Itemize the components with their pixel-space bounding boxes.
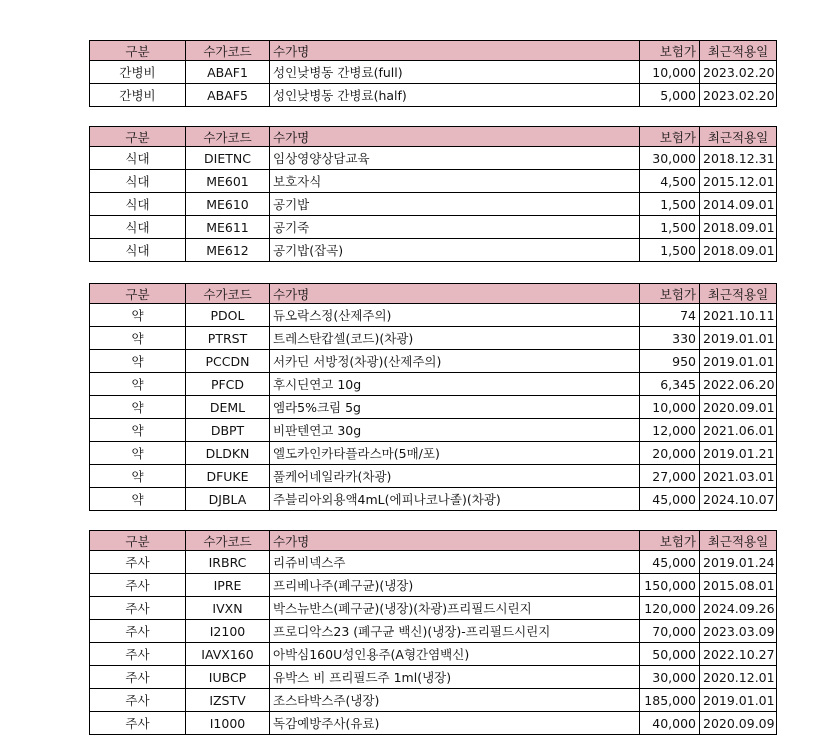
cell-category: 식대 <box>90 239 186 262</box>
cell-price: 30,000 <box>640 666 700 689</box>
table-row <box>90 488 777 511</box>
cell-price: 45,000 <box>640 488 700 511</box>
header-code: 수가코드 <box>186 531 270 551</box>
table-row <box>90 61 777 84</box>
cell-code: DJBLA <box>186 488 270 511</box>
cell-date: 2020.09.09 <box>700 712 777 735</box>
cell-price: 950 <box>640 350 700 373</box>
cell-name: 주블리아외용액4mL(에피나코나졸)(차광) <box>270 488 640 511</box>
header-category: 구분 <box>90 41 186 61</box>
cell-category: 주사 <box>90 620 186 643</box>
cell-date: 2020.09.01 <box>700 396 777 419</box>
cell-code: ABAF5 <box>186 84 270 107</box>
table-header-row <box>90 127 777 147</box>
header-date: 최근적용일 <box>700 127 777 147</box>
header-category: 구분 <box>90 531 186 551</box>
cell-name: 공기죽 <box>270 216 640 239</box>
table-row <box>90 193 777 216</box>
cell-code: PFCD <box>186 373 270 396</box>
cell-price: 12,000 <box>640 419 700 442</box>
cell-date: 2023.03.09 <box>700 620 777 643</box>
cell-date: 2018.09.01 <box>700 216 777 239</box>
cell-price: 30,000 <box>640 147 700 170</box>
table-header-row <box>90 284 777 304</box>
cell-category: 약 <box>90 304 186 327</box>
header-code: 수가코드 <box>186 284 270 304</box>
cell-date: 2021.10.11 <box>700 304 777 327</box>
cell-price: 45,000 <box>640 551 700 574</box>
cell-category: 식대 <box>90 170 186 193</box>
cell-name: 후시딘연고 10g <box>270 373 640 396</box>
cell-code: ME611 <box>186 216 270 239</box>
header-code: 수가코드 <box>186 41 270 61</box>
cell-name: 성인낮병동 간병료(full) <box>270 61 640 84</box>
cell-category: 간병비 <box>90 61 186 84</box>
cell-category: 주사 <box>90 689 186 712</box>
cell-code: DFUKE <box>186 465 270 488</box>
cell-name: 프리베나주(폐구균)(냉장) <box>270 574 640 597</box>
cell-name: 박스뉴반스(폐구균)(냉장)(차광)프리필드시린지 <box>270 597 640 620</box>
table-row <box>90 350 777 373</box>
cell-price: 185,000 <box>640 689 700 712</box>
cell-price: 27,000 <box>640 465 700 488</box>
cell-name: 엘도카인카타플라스마(5매/포) <box>270 442 640 465</box>
table-row <box>90 465 777 488</box>
table-row <box>90 712 777 735</box>
header-date: 최근적용일 <box>700 41 777 61</box>
cell-name: 트레스탄캅셀(코드)(차광) <box>270 327 640 350</box>
cell-name: 풀케어네일라카(차광) <box>270 465 640 488</box>
cell-price: 74 <box>640 304 700 327</box>
table-row <box>90 620 777 643</box>
cell-date: 2023.02.20 <box>700 61 777 84</box>
cell-code: PCCDN <box>186 350 270 373</box>
cell-date: 2019.01.01 <box>700 689 777 712</box>
header-name: 수가명 <box>270 41 640 61</box>
table-row <box>90 666 777 689</box>
cell-price: 50,000 <box>640 643 700 666</box>
cell-name: 조스타박스주(냉장) <box>270 689 640 712</box>
cell-price: 10,000 <box>640 396 700 419</box>
cell-code: IPRE <box>186 574 270 597</box>
fee-table-caregiving <box>89 40 777 107</box>
cell-category: 약 <box>90 350 186 373</box>
header-name: 수가명 <box>270 531 640 551</box>
cell-category: 약 <box>90 442 186 465</box>
table-row <box>90 373 777 396</box>
cell-name: 공기밥(잡곡) <box>270 239 640 262</box>
cell-price: 10,000 <box>640 61 700 84</box>
header-code: 수가코드 <box>186 127 270 147</box>
cell-date: 2018.09.01 <box>700 239 777 262</box>
cell-price: 6,345 <box>640 373 700 396</box>
cell-category: 주사 <box>90 643 186 666</box>
cell-price: 1,500 <box>640 216 700 239</box>
cell-date: 2014.09.01 <box>700 193 777 216</box>
cell-name: 듀오락스정(산제주의) <box>270 304 640 327</box>
header-date: 최근적용일 <box>700 531 777 551</box>
cell-date: 2021.03.01 <box>700 465 777 488</box>
cell-name: 프로디악스23 (폐구균 백신)(냉장)-프리필드시린지 <box>270 620 640 643</box>
cell-category: 약 <box>90 327 186 350</box>
cell-code: ME601 <box>186 170 270 193</box>
cell-name: 성인낮병동 간병료(half) <box>270 84 640 107</box>
table-header-row <box>90 531 777 551</box>
cell-category: 주사 <box>90 666 186 689</box>
cell-price: 4,500 <box>640 170 700 193</box>
cell-category: 간병비 <box>90 84 186 107</box>
cell-code: ME612 <box>186 239 270 262</box>
table-header-row <box>90 41 777 61</box>
cell-name: 보호자식 <box>270 170 640 193</box>
header-date: 최근적용일 <box>700 284 777 304</box>
cell-date: 2015.12.01 <box>700 170 777 193</box>
cell-category: 약 <box>90 419 186 442</box>
cell-date: 2019.01.24 <box>700 551 777 574</box>
table-row <box>90 327 777 350</box>
cell-code: ME610 <box>186 193 270 216</box>
table-row <box>90 442 777 465</box>
cell-price: 120,000 <box>640 597 700 620</box>
cell-date: 2021.06.01 <box>700 419 777 442</box>
cell-price: 40,000 <box>640 712 700 735</box>
cell-price: 5,000 <box>640 84 700 107</box>
cell-price: 70,000 <box>640 620 700 643</box>
cell-date: 2019.01.01 <box>700 350 777 373</box>
cell-name: 임상영양상담교육 <box>270 147 640 170</box>
header-price: 보험가 <box>640 531 700 551</box>
cell-name: 아박심160U성인용주(A형간염백신) <box>270 643 640 666</box>
cell-code: IRBRC <box>186 551 270 574</box>
cell-price: 330 <box>640 327 700 350</box>
cell-category: 식대 <box>90 147 186 170</box>
cell-name: 비판텐연고 30g <box>270 419 640 442</box>
cell-code: IVXN <box>186 597 270 620</box>
cell-code: PTRST <box>186 327 270 350</box>
cell-code: DLDKN <box>186 442 270 465</box>
cell-date: 2020.12.01 <box>700 666 777 689</box>
cell-code: ABAF1 <box>186 61 270 84</box>
table-row <box>90 84 777 107</box>
cell-name: 유박스 비 프리필드주 1ml(냉장) <box>270 666 640 689</box>
cell-category: 약 <box>90 373 186 396</box>
cell-category: 주사 <box>90 574 186 597</box>
cell-date: 2022.10.27 <box>700 643 777 666</box>
header-name: 수가명 <box>270 127 640 147</box>
table-row <box>90 396 777 419</box>
header-price: 보험가 <box>640 127 700 147</box>
header-name: 수가명 <box>270 284 640 304</box>
cell-price: 20,000 <box>640 442 700 465</box>
table-row <box>90 689 777 712</box>
cell-code: IZSTV <box>186 689 270 712</box>
cell-name: 리쥬비넥스주 <box>270 551 640 574</box>
cell-category: 약 <box>90 465 186 488</box>
table-row <box>90 597 777 620</box>
cell-date: 2019.01.01 <box>700 327 777 350</box>
table-row <box>90 643 777 666</box>
cell-code: DIETNC <box>186 147 270 170</box>
cell-code: IAVX160 <box>186 643 270 666</box>
cell-category: 식대 <box>90 193 186 216</box>
cell-name: 엠라5%크림 5g <box>270 396 640 419</box>
cell-date: 2024.10.07 <box>700 488 777 511</box>
cell-date: 2022.06.20 <box>700 373 777 396</box>
cell-category: 약 <box>90 488 186 511</box>
cell-date: 2015.08.01 <box>700 574 777 597</box>
cell-code: IUBCP <box>186 666 270 689</box>
table-row <box>90 170 777 193</box>
table-row <box>90 574 777 597</box>
fee-table-meals <box>89 126 777 262</box>
header-price: 보험가 <box>640 284 700 304</box>
cell-category: 주사 <box>90 551 186 574</box>
cell-date: 2024.09.26 <box>700 597 777 620</box>
table-row <box>90 419 777 442</box>
cell-category: 약 <box>90 396 186 419</box>
table-row <box>90 147 777 170</box>
cell-category: 식대 <box>90 216 186 239</box>
table-row <box>90 239 777 262</box>
cell-category: 주사 <box>90 712 186 735</box>
fee-table-medicine <box>89 283 777 511</box>
cell-code: PDOL <box>186 304 270 327</box>
cell-price: 1,500 <box>640 239 700 262</box>
cell-category: 주사 <box>90 597 186 620</box>
table-row <box>90 304 777 327</box>
cell-date: 2018.12.31 <box>700 147 777 170</box>
cell-name: 서카딘 서방정(차광)(산제주의) <box>270 350 640 373</box>
cell-code: I2100 <box>186 620 270 643</box>
header-category: 구분 <box>90 127 186 147</box>
cell-price: 1,500 <box>640 193 700 216</box>
fee-table-injection <box>89 530 777 735</box>
cell-name: 공기밥 <box>270 193 640 216</box>
header-price: 보험가 <box>640 41 700 61</box>
table-row <box>90 551 777 574</box>
header-category: 구분 <box>90 284 186 304</box>
cell-name: 독감예방주사(유료) <box>270 712 640 735</box>
cell-code: DBPT <box>186 419 270 442</box>
cell-price: 150,000 <box>640 574 700 597</box>
cell-code: I1000 <box>186 712 270 735</box>
cell-date: 2019.01.21 <box>700 442 777 465</box>
cell-date: 2023.02.20 <box>700 84 777 107</box>
table-row <box>90 216 777 239</box>
cell-code: DEML <box>186 396 270 419</box>
